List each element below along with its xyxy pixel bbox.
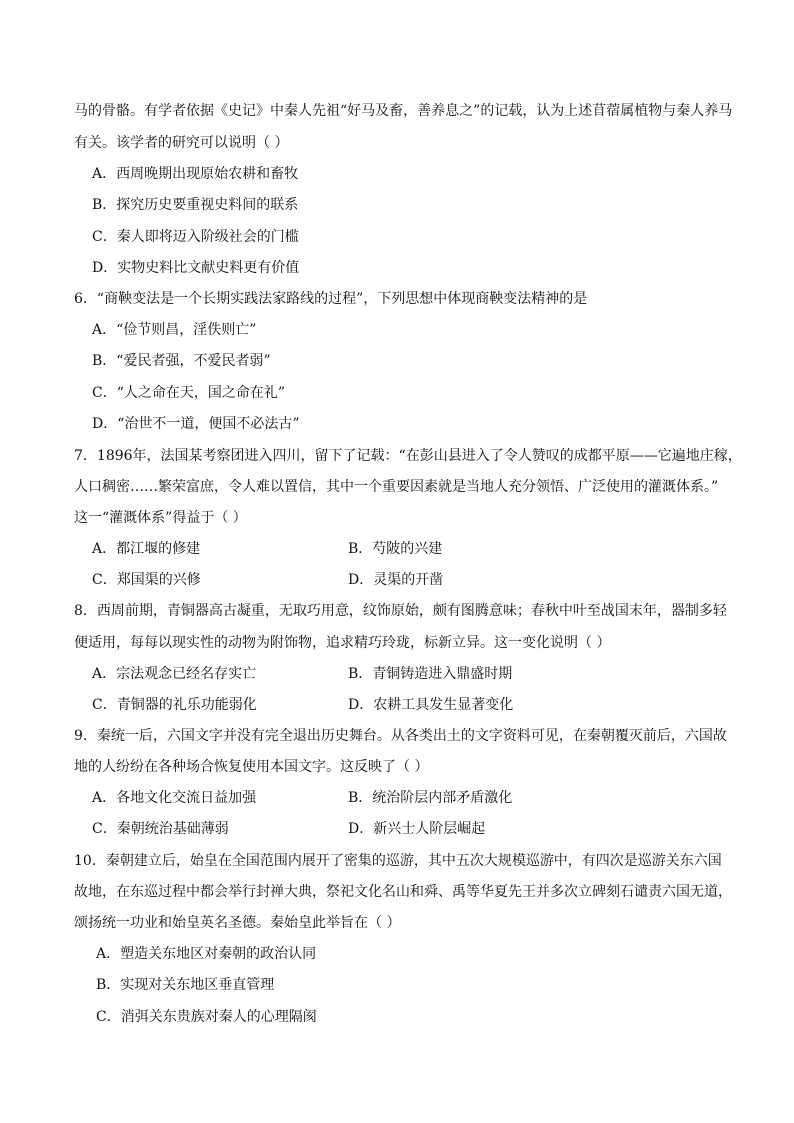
q10-option-c: C．消弭关东贵族对秦人的心理隔阂 [96, 1009, 317, 1025]
q6-option-b: B．“爱民者强，不爱民者弱” [92, 353, 271, 369]
q8-option-b: B．青铜铸造进入鼎盛时期 [348, 666, 513, 682]
q7-option-d: D．灵渠的开凿 [348, 572, 444, 588]
q10-stem-line-1: 10．秦朝建立后，始皇在全国范围内展开了密集的巡游，其中五次大规模巡游中，有四次是巡游关东六国 [74, 853, 722, 869]
continued-option-d: D．实物史料比文献史料更有价值 [92, 260, 300, 276]
q8-option-d: D．农耕工具发生显著变化 [348, 697, 514, 713]
q6-option-d: D．“治世不一道，便国不必法古” [92, 416, 300, 432]
continued-option-b: B．探究历史要重视史料间的联系 [92, 197, 299, 213]
q9-option-d: D．新兴士人阶层崛起 [348, 821, 486, 837]
q6-stem: 6．“商鞅变法是一个长期实践法家路线的过程”，下列思想中体现商鞅变法精神的是 [74, 291, 588, 307]
q7-stem-line-2: 人口稠密……繁荣富庶，令人难以置信，其中一个重要因素就是当地人充分领悟、广泛使用的灌溉体系。” [74, 479, 719, 495]
q8-stem-line-1: 8．西周前期，青铜器高古凝重，无取巧用意，纹饰原始，颇有图腾意味；春秋中叶至战国末年，器制多轻 [74, 603, 727, 619]
q6-option-c: C．“人之命在天，国之命在礼” [92, 385, 286, 401]
q7-option-b: B．芍陂的兴建 [348, 541, 443, 557]
q7-option-c: C．郑国渠的兴修 [92, 572, 201, 588]
q8-stem-line-2: 便适用，每每以现实性的动物为附饰物，追求精巧玲珑，标新立异。这一变化说明（ ） [74, 635, 611, 651]
continued-option-c: C．秦人即将迈入阶级社会的门槛 [92, 229, 299, 245]
continued-stem-line-2: 有关。该学者的研究可以说明（ ） [74, 135, 289, 151]
q7-stem-line-1: 7．1896年，法国某考察团进入四川，留下了记载：“在彭山县进入了令人赞叹的成都平原——它遍地庄稼， [74, 448, 742, 464]
q10-stem-line-3: 颂扬统一功业和始皇英名圣德。秦始皇此举旨在（ ） [74, 915, 401, 931]
q9-option-b: B．统治阶层内部矛盾激化 [348, 790, 513, 806]
q8-option-a: A．宗法观念已经名存实亡 [92, 666, 257, 682]
q6-option-a: A．“俭节则昌，淫佚则亡” [92, 322, 257, 338]
q10-option-a: A．塑造关东地区对秦朝的政治认同 [96, 946, 317, 962]
continued-stem-line-1: 马的骨骼。有学者依据《史记》中秦人先祖“好马及畜，善养息之”的记载，认为上述苜蓿属植物与秦人养马 [74, 103, 733, 119]
continued-option-a: A．西周晚期出现原始农耕和畜牧 [92, 166, 299, 182]
q9-option-a: A．各地文化交流日益加强 [92, 790, 257, 806]
q7-stem-line-3: 这一“灌溉体系”得益于（ ） [74, 510, 247, 526]
q8-option-c: C．青铜器的礼乐功能弱化 [92, 697, 257, 713]
q9-stem-line-1: 9．秦统一后，六国文字并没有完全退出历史舞台。从各类出土的文字资料可见，在秦朝覆灭前后，六国故 [74, 728, 727, 744]
q10-option-b: B．实现对关东地区垂直管理 [96, 977, 275, 993]
q9-option-c: C．秦朝统治基础薄弱 [92, 821, 229, 837]
q10-stem-line-2: 故地，在东巡过程中都会举行封禅大典，祭祀文化名山和舜、禹等华夏先王并多次立碑刻石谴责六国无道， [74, 884, 732, 900]
q9-stem-line-2: 地的人纷纷在各种场合恢复使用本国文字。这反映了（ ） [74, 759, 429, 775]
q7-option-a: A．都江堰的修建 [92, 541, 201, 557]
